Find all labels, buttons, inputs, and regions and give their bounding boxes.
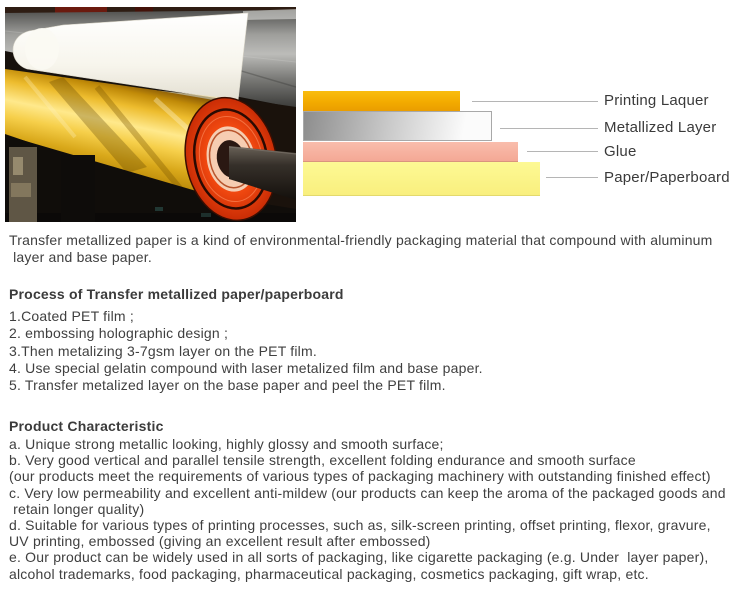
leader-line-paper-paperboard [546, 177, 598, 178]
leader-line-glue [527, 151, 598, 152]
characteristic-line: alcohol trademarks, food packaging, pharmaceutical packaging, cosmetics packaging, gift wrap, etc. [9, 565, 649, 582]
intro-paragraph [9, 232, 744, 267]
characteristic-line: b. Very good vertical and parallel tensile strength, excellent folding endurance and smooth surface [9, 452, 636, 469]
characteristic-line: (our products meet the requirements of various types of packaging machinery with outstanding finished effect) [9, 468, 711, 485]
process-step: 4. Use special gelatin compound with laser metalized film and base paper. [9, 359, 483, 376]
layer-bar-paper-paperboard [303, 162, 540, 196]
characteristics-list [9, 436, 744, 582]
characteristic-line: retain longer quality) [9, 500, 145, 517]
process-heading: Process of Transfer metallized paper/paperboard [9, 286, 344, 302]
characteristics-heading: Product Characteristic [9, 418, 164, 434]
intro-line: Transfer metallized paper is a kind of environmental-friendly packaging material that compound with aluminum [9, 232, 713, 248]
layer-label-printing-laquer: Printing Laquer [604, 92, 709, 109]
characteristic-line: e. Our product can be widely used in all sorts of packaging, like cigarette packaging (e.g. Under layer paper), [9, 549, 709, 566]
leader-line-printing-laquer [472, 101, 598, 102]
layer-bar-glue [303, 142, 518, 162]
layer-bar-metallized-layer [303, 111, 492, 141]
layer-label-paper-paperboard: Paper/Paperboard [604, 169, 730, 186]
process-steps [9, 308, 744, 394]
leader-line-metallized-layer [500, 128, 598, 129]
layer-label-glue: Glue [604, 143, 637, 160]
process-step: 2. embossing holographic design ; [9, 325, 229, 342]
layer-diagram [0, 0, 750, 220]
process-step: 3.Then metalizing 3-7gsm layer on the PET film. [9, 342, 317, 359]
characteristic-line: c. Very low permeability and excellent anti-mildew (our products can keep the aroma of the packaged goods and [9, 484, 726, 501]
intro-line: layer and base paper. [9, 249, 152, 266]
layer-label-metallized-layer: Metallized Layer [604, 119, 717, 136]
process-step: 5. Transfer metalized layer on the base paper and peel the PET film. [9, 377, 446, 393]
characteristic-line: d. Suitable for various types of printing processes, such as, silk-screen printing, offset printing, flexor, gravure, [9, 517, 711, 534]
characteristic-line: a. Unique strong metallic looking, highly glossy and smooth surface; [9, 436, 444, 452]
process-step: 1.Coated PET film ; [9, 308, 134, 324]
characteristic-line: UV printing, embossed (giving an excellent result after embossed) [9, 533, 431, 550]
layer-bar-printing-laquer [303, 91, 460, 113]
